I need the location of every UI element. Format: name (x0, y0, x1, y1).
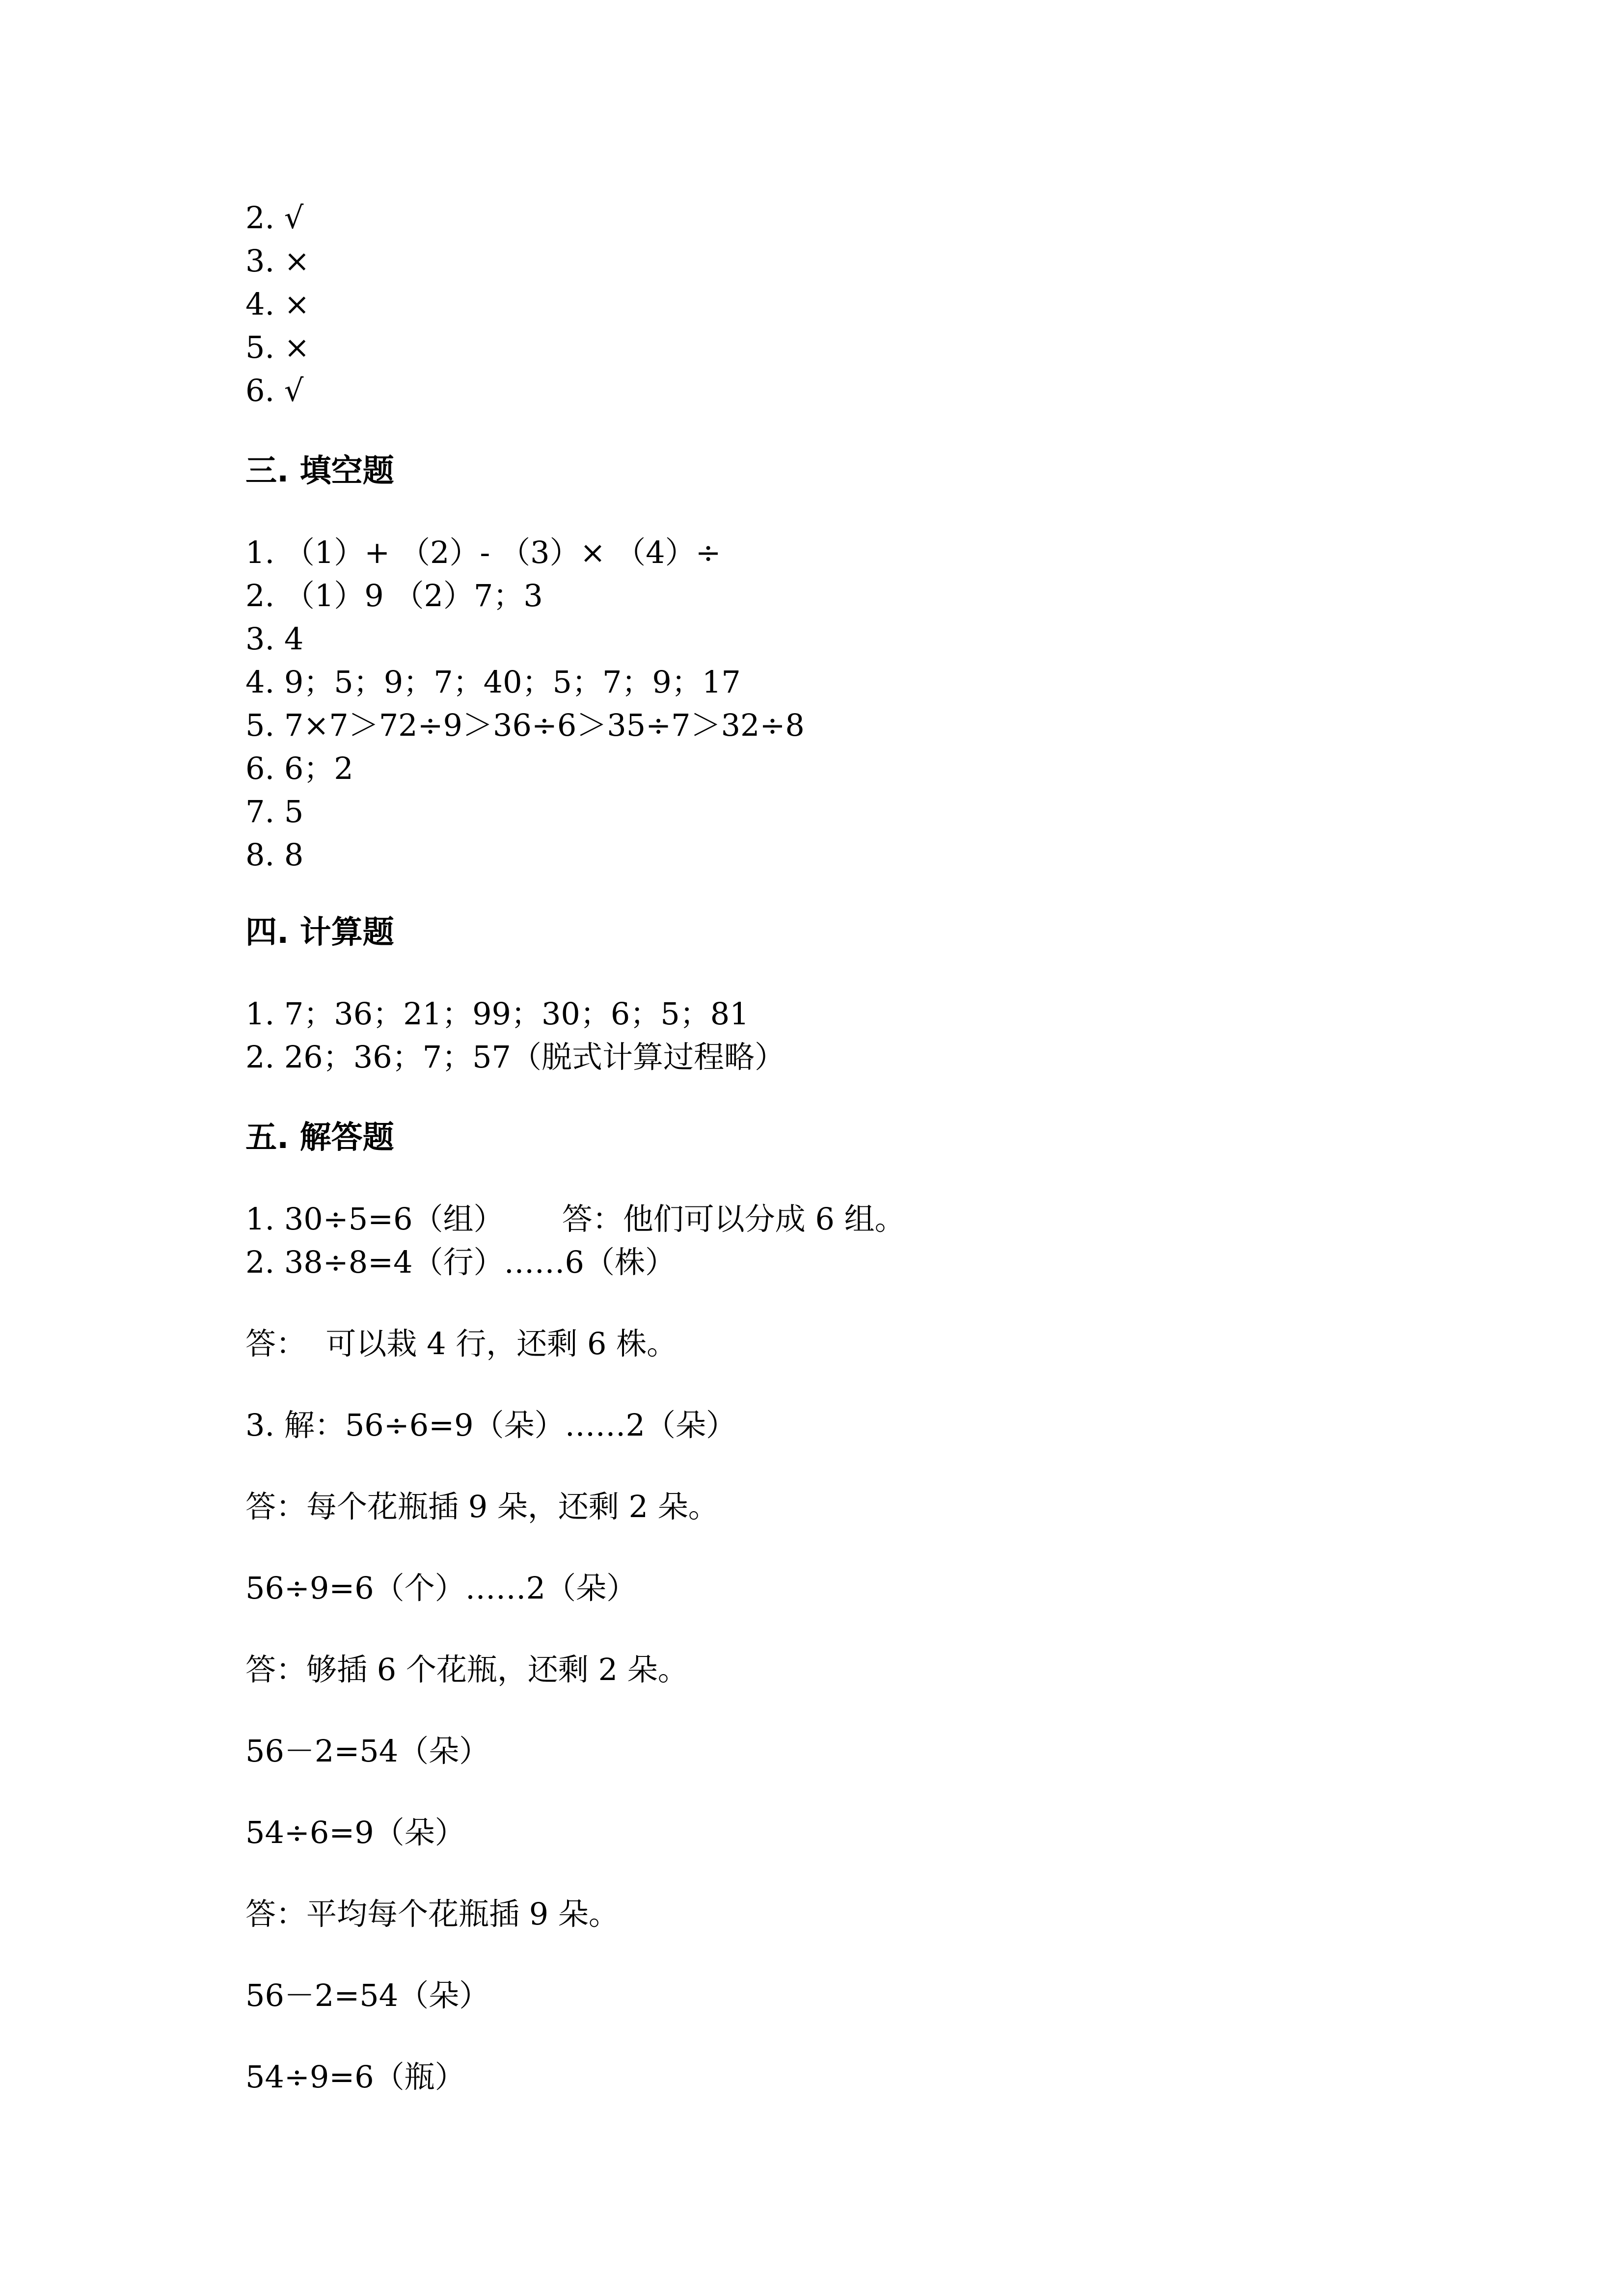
fill-answer-2: 2. （1）9 （2）7；3 (245, 578, 543, 614)
judge-answer-2: 2. √ (245, 200, 304, 236)
solve-answer-3-reply-1: 答：每个花瓶插 9 朵，还剩 2 朵。 (245, 1489, 719, 1524)
solve-answer-2: 2. 38÷8=4（行）……6（株） (245, 1244, 676, 1280)
section-heading-solve: 五. 解答题 (245, 1120, 394, 1156)
fill-answer-6: 6. 6；2 (245, 750, 353, 786)
calc-answer-2: 2. 26；36；7；57（脱式计算过程略） (245, 1039, 785, 1075)
fill-answer-5: 5. 7×7＞72÷9＞36÷6＞35÷7＞32÷8 (245, 707, 805, 743)
solve-answer-3-step-2: 56÷9=6（个）……2（朵） (245, 1570, 637, 1606)
section-heading-fill: 三. 填空题 (245, 453, 394, 489)
fill-answer-1: 1. （1）+ （2）- （3）× （4）÷ (245, 534, 721, 570)
solve-answer-3-reply-3: 答：平均每个花瓶插 9 朵。 (245, 1896, 619, 1932)
solve-answer-3-reply-2: 答：够插 6 个花瓶，还剩 2 朵。 (245, 1652, 688, 1687)
judge-answer-3: 3. × (245, 243, 310, 279)
section-heading-calc: 四. 计算题 (245, 914, 394, 951)
fill-answer-7: 7. 5 (245, 794, 304, 829)
solve-answer-3-step-1: 3. 解：56÷6=9（朵）……2（朵） (245, 1407, 736, 1443)
solve-answer-3-step-5: 56－2=54（朵） (245, 1977, 490, 2013)
fill-answer-8: 8. 8 (245, 837, 304, 873)
judge-answer-4: 4. × (245, 286, 310, 322)
solve-answer-3-step-4: 54÷6=9（朵） (245, 1815, 465, 1850)
judge-answer-5: 5. × (245, 329, 310, 365)
solve-answer-3-step-6: 54÷9=6（瓶） (245, 2059, 465, 2095)
solve-answer-2-reply: 答： 可以栽 4 行，还剩 6 株。 (245, 1326, 677, 1362)
judge-answer-6: 6. √ (245, 373, 304, 408)
calc-answer-1: 1. 7；36；21；99；30；6；5；81 (245, 996, 749, 1032)
solve-answer-3-step-3: 56－2=54（朵） (245, 1733, 490, 1769)
solve-answer-1: 1. 30÷5=6（组） 答：他们可以分成 6 组。 (245, 1201, 905, 1237)
fill-answer-4: 4. 9；5；9；7；40；5；7；9；17 (245, 664, 741, 700)
fill-answer-3: 3. 4 (245, 621, 304, 657)
